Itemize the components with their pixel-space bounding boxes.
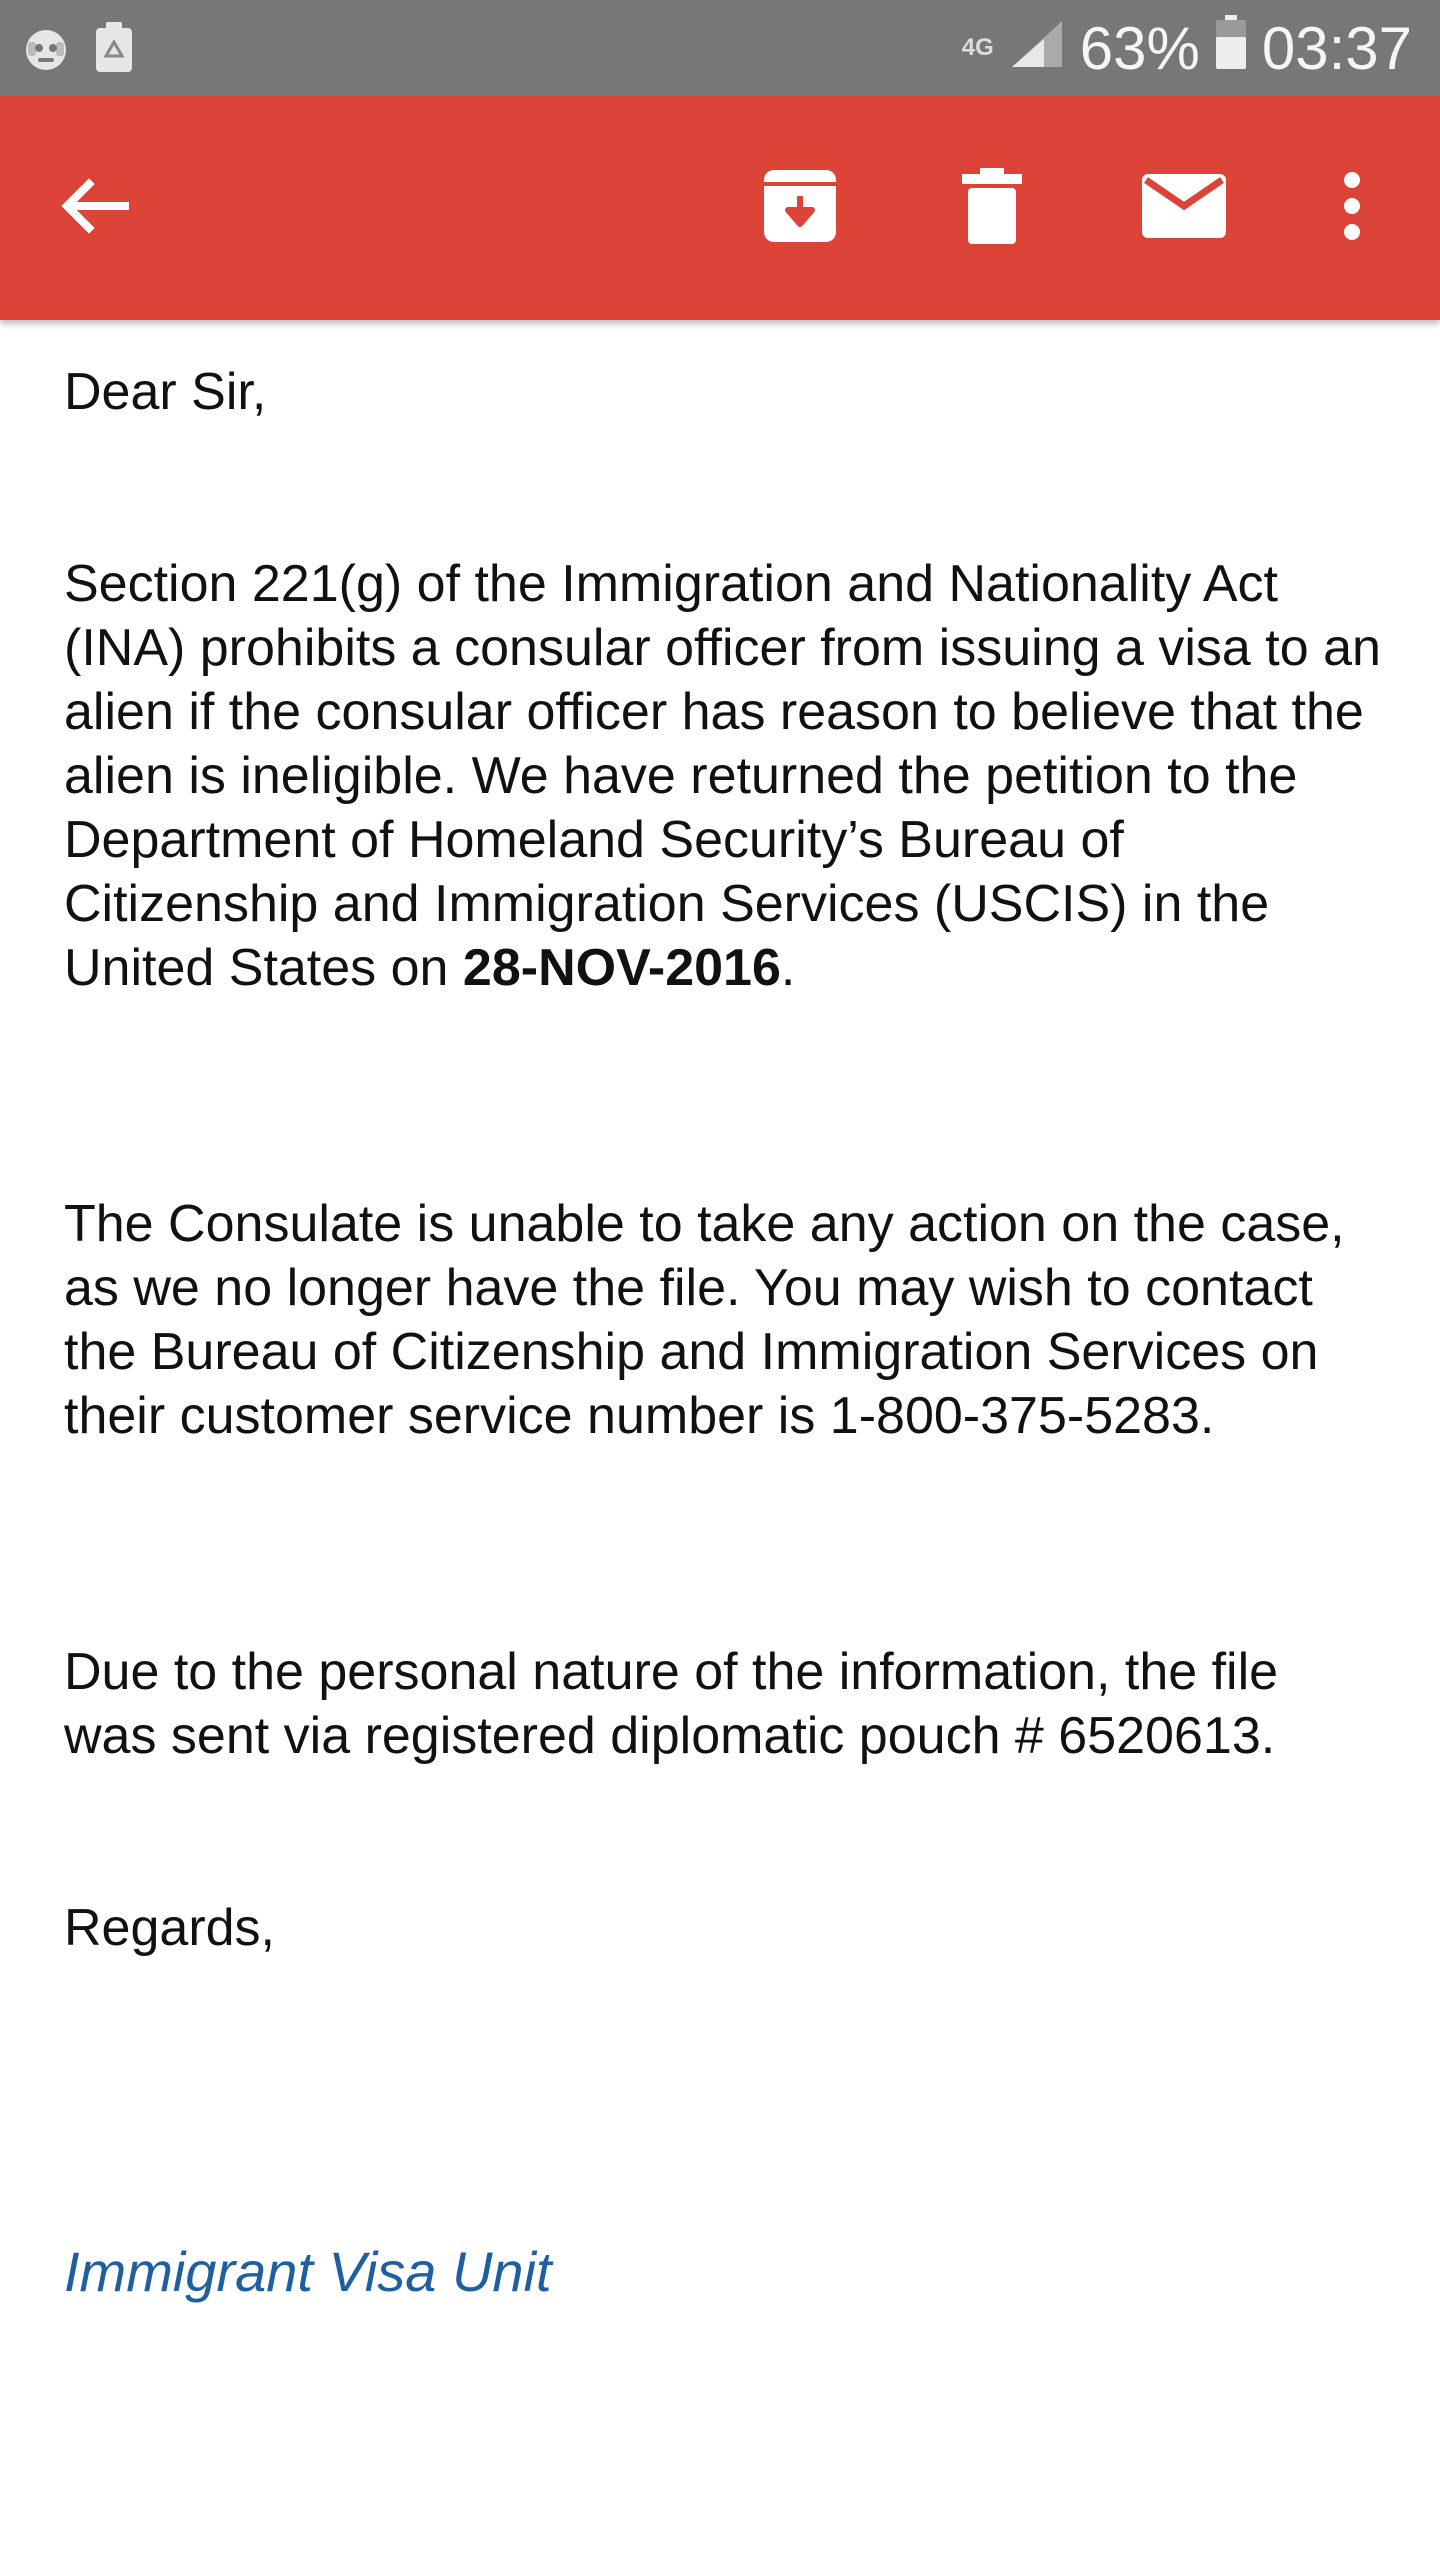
mark-unread-button[interactable] bbox=[1124, 148, 1244, 268]
battery-icon bbox=[1216, 14, 1246, 83]
paragraph-consulate: The Consulate is unable to take any action on the case, as we no longer have the file. You may wish to contact the Bureau of Citizenship and Immigration Services on their customer service number is 1-800-375-5283. bbox=[64, 1195, 1345, 1445]
notification-icons bbox=[20, 22, 134, 79]
paragraph-end: . bbox=[780, 939, 796, 997]
paragraph-section-221g bbox=[64, 552, 1384, 1000]
robot-notification-icon bbox=[20, 22, 72, 79]
battery-percent: 63% bbox=[1079, 14, 1200, 82]
return-date: 28-NOV-2016 bbox=[462, 939, 781, 997]
closing: Regards, bbox=[64, 1899, 275, 1957]
arrow-left-icon bbox=[59, 176, 129, 241]
back-button[interactable] bbox=[34, 148, 154, 268]
greeting: Dear Sir, bbox=[64, 363, 267, 421]
clock: 03:37 bbox=[1261, 14, 1412, 82]
trash-icon bbox=[962, 168, 1022, 249]
signal-icon bbox=[1010, 14, 1064, 83]
email-body bbox=[64, 360, 1384, 2304]
status-right bbox=[962, 0, 1412, 96]
delete-button[interactable] bbox=[932, 148, 1052, 268]
mail-icon bbox=[1142, 174, 1226, 243]
archive-icon bbox=[762, 168, 838, 249]
recycle-notification-icon bbox=[94, 22, 134, 79]
more-vert-icon bbox=[1342, 172, 1362, 245]
email-toolbar bbox=[0, 96, 1440, 320]
paragraph-text: Section 221(g) of the Immigration and Nationality Act (INA) prohibits a consular officer from issuing a visa to an alien if the consular officer has reason to believe that the alien is ineligible. We have returned the petition to the Department of Homeland Security’s Bureau of Citizenship and Immigration Services (USCIS) in the United States on bbox=[64, 555, 1381, 997]
paragraph-pouch: Due to the personal nature of the information, the file was sent via registered diplomatic pouch # 6520613. bbox=[64, 1643, 1279, 1765]
signature: Immigrant Visa Unit bbox=[64, 2240, 552, 2303]
more-options-button[interactable] bbox=[1292, 148, 1412, 268]
network-type: 4G bbox=[961, 34, 994, 61]
status-bar bbox=[0, 0, 1440, 96]
archive-button[interactable] bbox=[740, 148, 860, 268]
